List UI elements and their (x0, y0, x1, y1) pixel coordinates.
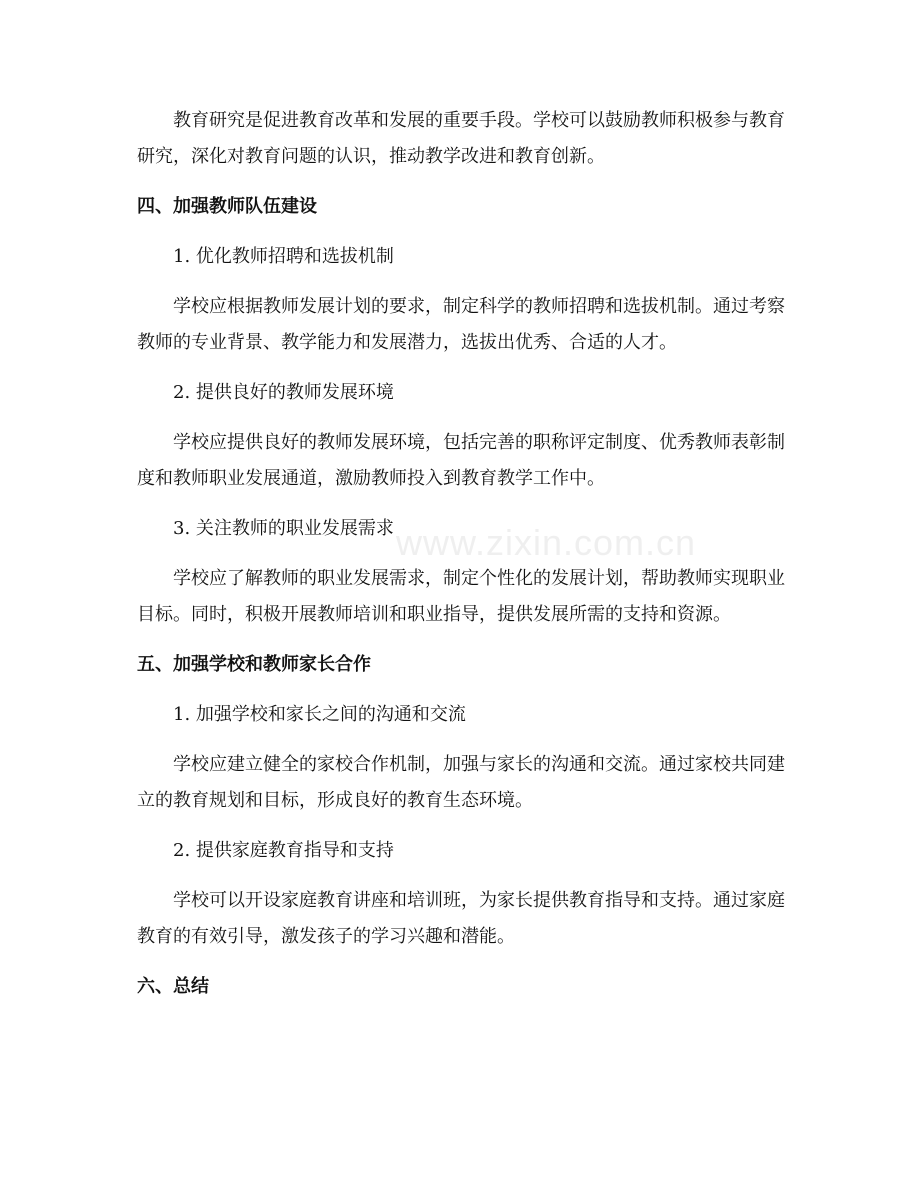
subsection-heading: 1. 加强学校和家长之间的沟通和交流 (173, 704, 466, 725)
intro-paragraph: 教育研究是促进教育改革和发展的重要手段。学校可以鼓励教师积极参与教育研究，深化对教育问题的认识，推动教学改进和教育创新。 (137, 110, 785, 167)
watermark: www.zixin.com.cn (396, 522, 697, 563)
body-paragraph: 学校应提供良好的教师发展环境，包括完善的职称评定制度、优秀教师表彰制度和教师职业发展通道，激励教师投入到教育教学工作中。 (137, 432, 785, 489)
body-paragraph: 学校应了解教师的职业发展需求，制定个性化的发展计划，帮助教师实现职业目标。同时，积极开展教师培训和职业指导，提供发展所需的支持和资源。 (137, 568, 785, 625)
section-heading: 六、总结 (137, 976, 209, 997)
document-body (137, 103, 785, 1019)
section-heading: 五、加强学校和教师家长合作 (137, 654, 371, 675)
subsection-heading: 1. 优化教师招聘和选拔机制 (173, 246, 394, 267)
subsection-heading: 3. 关注教师的职业发展需求 (173, 518, 394, 539)
body-paragraph: 学校可以开设家庭教育讲座和培训班，为家长提供教育指导和支持。通过家庭教育的有效引导，激发孩子的学习兴趣和潜能。 (137, 890, 785, 947)
subsection-heading: 2. 提供良好的教师发展环境 (173, 382, 394, 403)
section-heading: 四、加强教师队伍建设 (137, 196, 317, 217)
body-paragraph: 学校应根据教师发展计划的要求，制定科学的教师招聘和选拔机制。通过考察教师的专业背景、教学能力和发展潜力，选拔出优秀、合适的人才。 (137, 296, 785, 353)
subsection-heading: 2. 提供家庭教育指导和支持 (173, 840, 394, 861)
body-paragraph: 学校应建立健全的家校合作机制，加强与家长的沟通和交流。通过家校共同建立的教育规划和目标，形成良好的教育生态环境。 (137, 754, 785, 811)
